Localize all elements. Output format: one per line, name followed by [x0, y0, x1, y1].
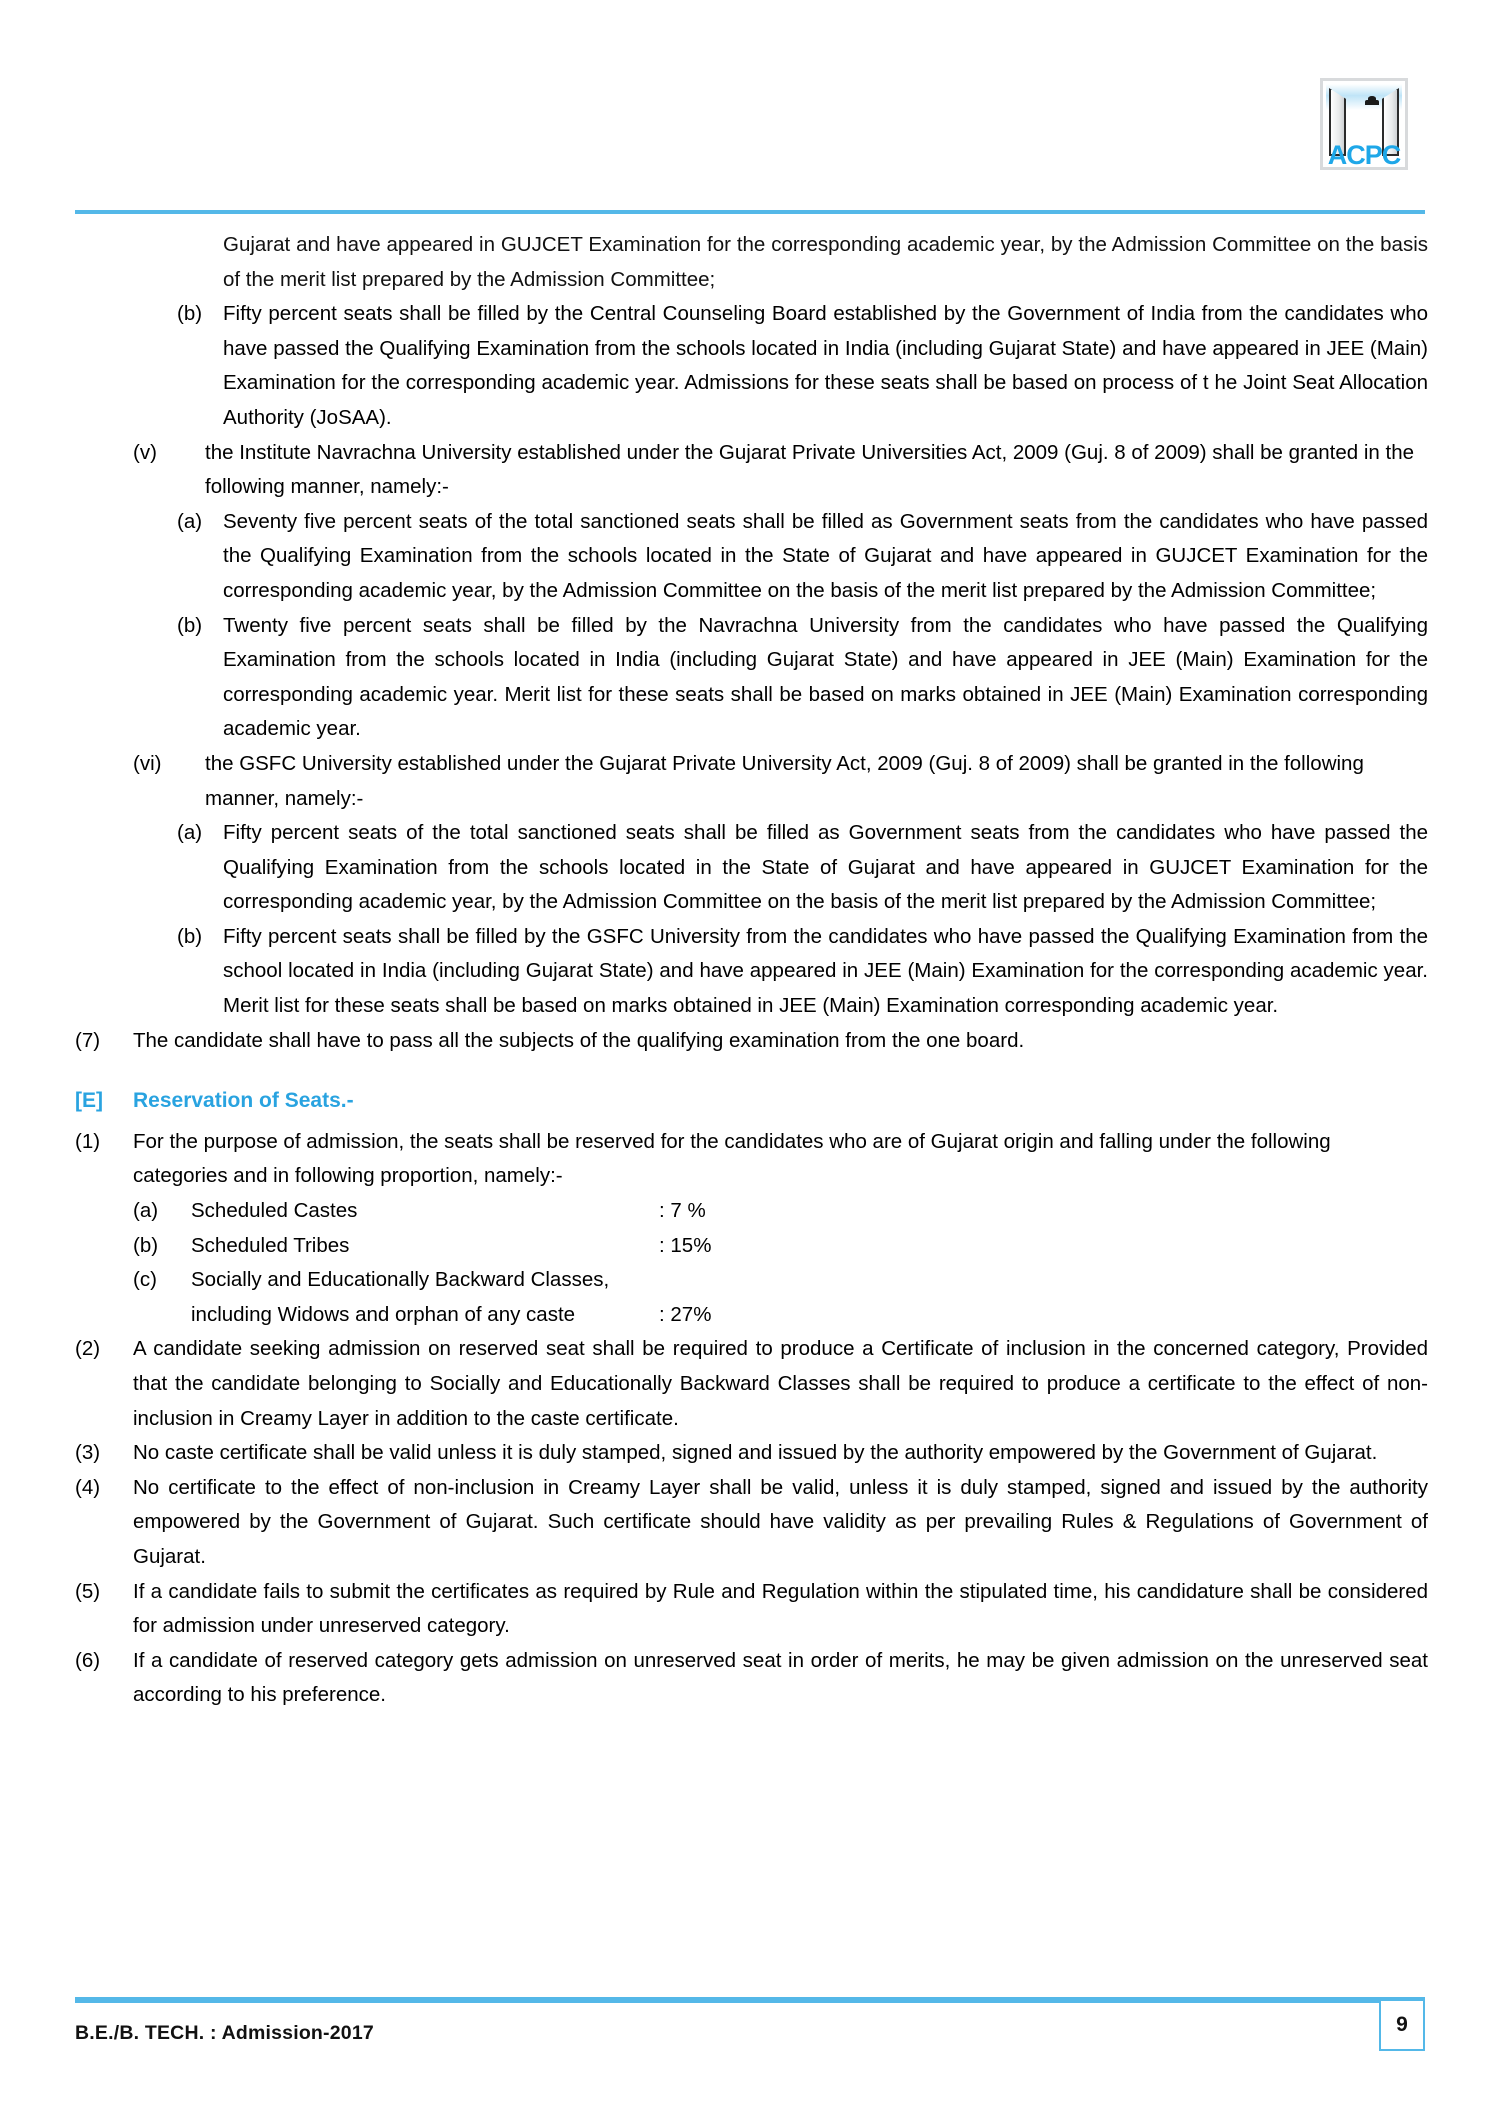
reservation-row: [133, 1298, 1428, 1333]
footer-divider: [75, 1997, 1425, 2003]
list-text: Twenty five percent seats shall be filled by the Navrachna University from the candidates who have passed the Qualifying Examination from the schools located in India (including Gujarat State) and have appeared in JEE (Main) Examination for the corresponding academic year. Merit list for these seats shall be based on marks obtained in JEE (Main) Examination corresponding academic year.: [223, 613, 1428, 741]
reservation-value: : 7 %: [659, 1199, 706, 1223]
list-item-iv-b: [75, 297, 1428, 435]
list-marker: (a): [177, 509, 203, 533]
list-item-e-4: [75, 1471, 1428, 1575]
reservation-label: Scheduled Tribes: [191, 1233, 350, 1257]
reservation-row: [133, 1194, 1428, 1229]
list-item-e-1: [75, 1125, 1428, 1194]
list-item-e-5: [75, 1575, 1428, 1644]
footer-label: B.E./B. TECH. : Admission-2017: [75, 2022, 374, 2044]
list-text: If a candidate fails to submit the certificates as required by Rule and Regulation within the stipulated time, his candidature shall be considered for admission under unreserved category.: [133, 1579, 1428, 1638]
reservation-value: : 15%: [659, 1233, 712, 1257]
list-marker: (b): [177, 924, 203, 948]
reservation-label: Socially and Educationally Backward Classes,: [191, 1268, 610, 1292]
list-text: For the purpose of admission, the seats shall be reserved for the candidates who are of Gujarat origin and falling under the following categories and in following proportion, namely:-: [133, 1129, 1331, 1188]
list-marker: (1): [75, 1129, 101, 1153]
page-number-badge: 9: [1379, 1999, 1425, 2051]
list-marker: (6): [75, 1648, 101, 1672]
list-item-v-b: [75, 609, 1428, 747]
paragraph-iv-a-continuation: Gujarat and have appeared in GUJCET Examination for the corresponding academic year, by the Admission Committee on the basis of the merit list prepared by the Admission Committee;: [223, 233, 1428, 291]
list-item-e-3: [75, 1436, 1428, 1471]
list-text: Fifty percent seats of the total sanctioned seats shall be filled as Government seats from the candidates who have passed the Qualifying Examination from the schools located in the State of Gujarat and have appeared in GUJCET Examination for the corresponding academic year, by the Admission Committee on the basis of the merit list prepared by the Admission Committee;: [223, 821, 1428, 914]
list-marker: (5): [75, 1579, 101, 1603]
logo-wordmark: ACPC: [1327, 140, 1401, 170]
section-title: Reservation of Seats.-: [133, 1089, 354, 1113]
reservation-marker: (a): [133, 1199, 159, 1223]
list-text: No certificate to the effect of non-inclusion in Creamy Layer shall be valid, unless it is duly stamped, signed and issued by the authority empowered by the Government of Gujarat. Such certificate should have validity as per prevailing Rules & Regulations of Government of Gujarat.: [133, 1475, 1428, 1568]
list-item-7: [75, 1024, 1428, 1059]
list-text: the GSFC University established under the Gujarat Private University Act, 2009 (Guj. 8 of 2009) shall be granted in the following manner, namely:-: [205, 751, 1364, 810]
list-marker: (v): [133, 440, 157, 464]
list-marker: (2): [75, 1337, 101, 1361]
list-marker: (3): [75, 1441, 101, 1465]
list-text: If a candidate of reserved category gets admission on unreserved seat in order of merits, he may be given admission on the unreserved seat according to his preference.: [133, 1648, 1428, 1707]
reservation-value: : 27%: [659, 1302, 712, 1326]
list-text: Fifty percent seats shall be filled by the GSFC University from the candidates who have passed the Qualifying Examination from the school located in India (including Gujarat State) and have appeared in JEE (Main) Examination for the corresponding academic year. Merit list for these seats shall be based on marks obtained in JEE (Main) Examination corresponding academic year.: [223, 924, 1428, 1018]
list-text: Seventy five percent seats of the total sanctioned seats shall be filled as Government seats from the candidates who have passed the Qualifying Examination from the schools located in the State of Gujarat and have appeared in GUJCET Examination for the corresponding academic year, by the Admission Committee on the basis of the merit list prepared by the Admission Committee;: [223, 509, 1428, 602]
acpc-logo: [1320, 78, 1408, 170]
reservation-marker: (b): [133, 1233, 159, 1257]
header-divider: [75, 210, 1425, 214]
section-heading-reservation-of-seats: [75, 1084, 1428, 1119]
reservation-row: [133, 1229, 1428, 1264]
list-item-vi-a: [75, 816, 1428, 920]
reservation-label: including Widows and orphan of any caste: [191, 1302, 576, 1326]
page-header: [0, 0, 1500, 170]
list-text: No caste certificate shall be valid unless it is duly stamped, signed and issued by the authority empowered by the Government of Gujarat.: [133, 1441, 1378, 1465]
list-text: Fifty percent seats shall be filled by the Central Counseling Board established by the Government of India from the candidates who have passed the Qualifying Examination from the schools located in India (including Gujarat State) and have appeared in JEE (Main) Examination for the corresponding academic year. Admissions for these seats shall be based on process of t he Joint Seat Allocation Authority (JoSAA).: [223, 302, 1428, 429]
list-marker: (vi): [133, 751, 162, 775]
list-item-vi-b: [75, 920, 1428, 1024]
reservation-marker: (c): [133, 1268, 157, 1292]
list-marker: (a): [177, 821, 203, 845]
reservation-row: [133, 1263, 1428, 1298]
list-item-vi: [75, 747, 1428, 816]
list-text: the Institute Navrachna University established under the Gujarat Private Universities Act, 2009 (Guj. 8 of 2009) shall be granted in the following manner, namely:-: [205, 440, 1415, 499]
logo-emblem-icon: [1362, 95, 1382, 108]
list-item-v: [75, 436, 1428, 505]
list-marker: (b): [177, 613, 203, 637]
list-marker: (4): [75, 1475, 101, 1499]
list-text: The candidate shall have to pass all the subjects of the qualifying examination from the one board.: [133, 1028, 1025, 1052]
list-text: A candidate seeking admission on reserved seat shall be required to produce a Certificate of inclusion in the concerned category, Provided that the candidate belonging to Socially and Educationally Backward Classes shall be required to produce a certificate to the effect of non-inclusion in Creamy Layer in addition to the caste certificate.: [133, 1337, 1428, 1430]
document-body: [75, 228, 1428, 1713]
list-marker: (b): [177, 302, 203, 326]
list-item-v-a: [75, 505, 1428, 609]
list-marker: (7): [75, 1028, 101, 1052]
reservation-label: Scheduled Castes: [191, 1199, 358, 1223]
list-item-e-6: [75, 1644, 1428, 1713]
section-marker: [E]: [75, 1089, 103, 1113]
list-item-e-2: [75, 1332, 1428, 1436]
